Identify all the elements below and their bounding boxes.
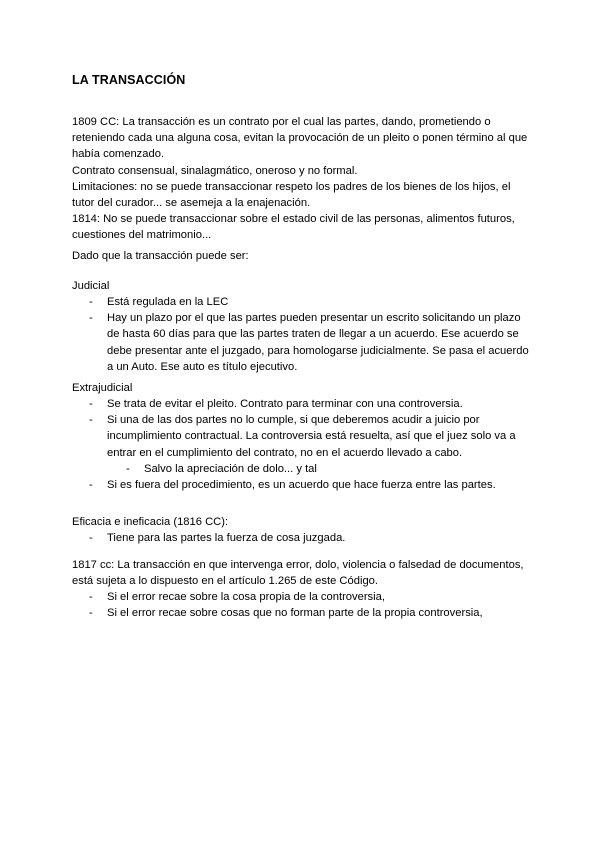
art1817-list <box>72 589 532 621</box>
list-item <box>72 294 532 310</box>
dado-paragraph: Dado que la transacción puede ser: <box>72 250 249 262</box>
dash-bullet: - <box>89 398 93 410</box>
eficacia-heading: Eficacia e ineficacia (1816 CC): <box>72 516 229 528</box>
text-line: Salvo la apreciación de dolo... y tal <box>144 462 317 475</box>
list-item <box>72 589 532 605</box>
text-line: Limitaciones: no se puede transaccionar respeto los padres de los bienes de los hijos, el <box>72 180 511 193</box>
text-line: reteniendo cada una alguna cosa, evitan la provocación de un pleito o ponen término al que <box>72 132 528 145</box>
dash-bullet: - <box>89 414 93 427</box>
text-line: Contrato consensual, sinalagmático, oneroso y no formal. <box>72 164 358 177</box>
text-line: está sujeta a lo dispuesto en el artículo 1.265 de este Código. <box>72 575 378 588</box>
dash-bullet: - <box>89 607 93 620</box>
list-item <box>72 310 532 375</box>
text-line: incumplimiento contractual. La controversia está resuelta, así que el juez solo va a <box>107 430 516 443</box>
text-line: Si es fuera del procedimiento, es un acuerdo que hace fuerza entre las partes. <box>107 479 496 492</box>
text-line: 1809 CC: La transacción es un contrato por el cual las partes, dando, prometiendo o <box>72 116 491 128</box>
dash-bullet: - <box>126 462 130 475</box>
list-item <box>72 477 532 493</box>
text-line: de hasta 60 días para que las partes traten de llegar a un acuerdo. Ese acuerdo se <box>107 328 519 341</box>
text-line: había comenzado. <box>72 148 165 161</box>
dash-bullet: - <box>89 532 93 544</box>
text-line: entrar en el cumplimiento del contrato, no en el acuerdo llevado a cabo. <box>107 446 463 459</box>
intro-paragraph <box>72 114 532 244</box>
list-item <box>72 412 532 461</box>
text-line: a un Auto. Ese auto es título ejecutivo. <box>107 360 298 373</box>
text-line: 1814: No se puede transaccionar sobre el estado civil de las personas, alimentos futuros, <box>72 213 515 226</box>
extrajudicial-list <box>72 396 532 493</box>
dash-bullet: - <box>89 296 93 308</box>
text-line: tutor del curador... se asemeja a la enajenación. <box>72 197 311 210</box>
dash-bullet: - <box>89 591 93 603</box>
extrajudicial-heading: Extrajudicial <box>72 382 133 394</box>
text-line: Está regulada en la LEC <box>107 296 229 308</box>
judicial-list <box>72 294 532 375</box>
text-line: 1817 cc: La transacción en que intervenga error, dolo, violencia o falsedad de documentos, <box>72 559 524 571</box>
list-item <box>72 605 532 621</box>
list-subitem <box>72 461 532 477</box>
text-line: debe presentar ante el juzgado, para homologarse judicialmente. Se pasa el acuerdo <box>107 344 529 357</box>
text-line: cuestiones del matrimonio... <box>72 229 212 242</box>
text-line: Si el error recae sobre cosas que no forman parte de la propia controversia, <box>107 607 483 620</box>
text-line: Se trata de evitar el pleito. Contrato para terminar con una controversia. <box>107 398 463 410</box>
dash-bullet: - <box>89 312 93 325</box>
text-line: Si el error recae sobre la cosa propia de la controversia, <box>107 591 385 603</box>
page-title: LA TRANSACCIÓN <box>72 73 186 87</box>
judicial-heading: Judicial <box>72 280 110 292</box>
list-item <box>72 396 532 412</box>
eficacia-list <box>72 530 532 546</box>
art1817-paragraph <box>72 557 532 589</box>
list-item <box>72 530 532 546</box>
text-line: Tiene para las partes la fuerza de cosa juzgada. <box>107 532 346 544</box>
text-line: Hay un plazo por el que las partes pueden presentar un escrito solicitando un plazo <box>107 312 521 325</box>
text-line: Si una de las dos partes no lo cumple, si que deberemos acudir a juicio por <box>107 414 480 427</box>
dash-bullet: - <box>89 479 93 492</box>
